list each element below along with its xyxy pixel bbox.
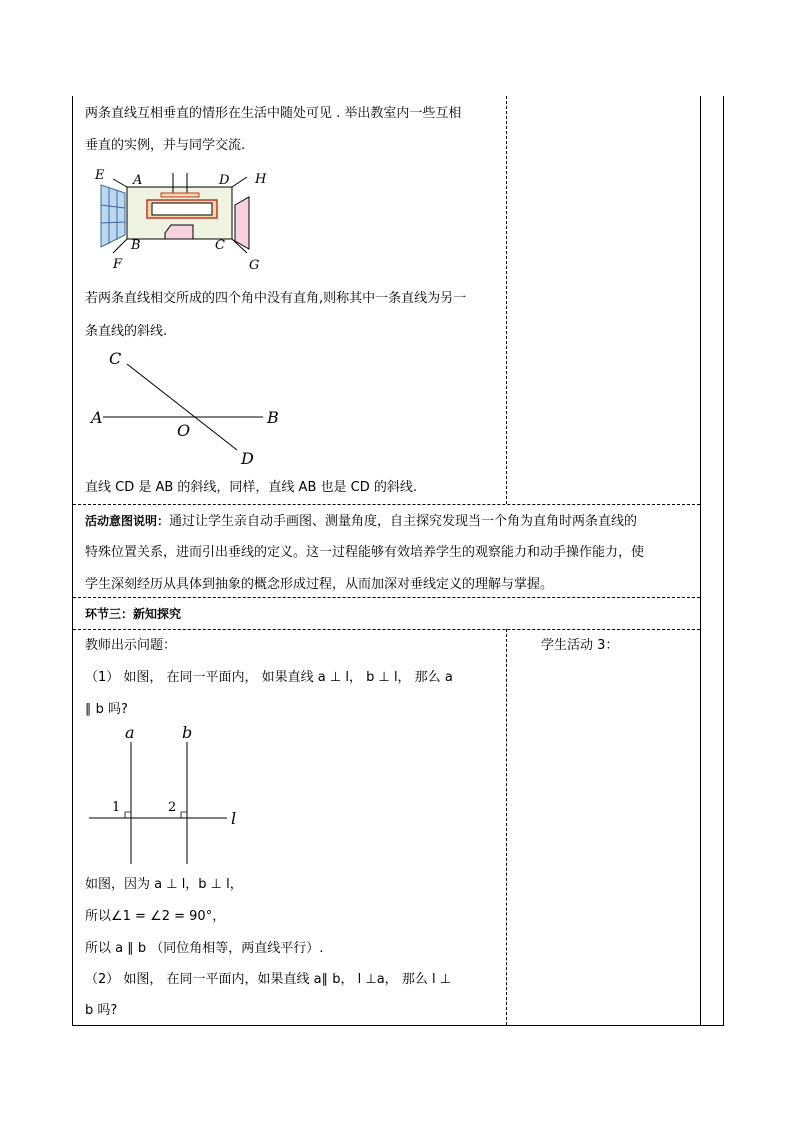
answer-1-line-1: 如图，因为 a ⊥ l，b ⊥ l， — [85, 877, 243, 892]
parallel-perpendicular-figure — [85, 722, 255, 868]
answer-1-line-2: 所以∠1 = ∠2 = 90°， — [85, 909, 226, 924]
question-2-line-1: （2） 如图， 在同一平面内，如果直线 a∥ b， l ⊥a， 那么 l ⊥ — [85, 972, 452, 987]
fig1-label-d: D — [219, 173, 230, 188]
fig2-label-c: C — [109, 349, 122, 368]
oblique-lines-figure — [85, 342, 295, 470]
classroom-figure — [85, 165, 285, 275]
row1-text-4: 条直线的斜线. — [85, 324, 168, 339]
fig2-label-a: A — [91, 408, 103, 427]
row1-text-2: 垂直的实例，并与同学交流. — [85, 138, 246, 153]
row-divider-3 — [73, 629, 700, 630]
fig3-label-1: 1 — [112, 800, 121, 815]
fig3-label-b: b — [182, 723, 193, 742]
row-divider-1 — [73, 504, 700, 505]
fig1-label-b: B — [131, 238, 141, 253]
intent-text-1: 通过让学生亲自动手画图、测量角度，自主探究发现当一个角为直角时两条直线的 — [169, 514, 638, 529]
fig1-label-c: C — [215, 238, 225, 253]
question-1-line-1: （1） 如图， 在同一平面内， 如果直线 a ⊥ l， b ⊥ l， 那么 a — [85, 670, 453, 685]
fig2-label-o: O — [177, 421, 191, 440]
intent-line-2: 特殊位置关系，进而引出垂线的定义。这一过程能够有效培养学生的观察能力和动手操作能力，使 — [85, 545, 645, 560]
fig3-label-a: a — [125, 723, 135, 742]
fig1-label-g: G — [249, 258, 260, 273]
row1-text-3: 若两条直线相交所成的四个角中没有直角,则称其中一条直线为另一 — [85, 291, 467, 306]
row1-text-5: 直线 CD 是 AB 的斜线，同样，直线 AB 也是 CD 的斜线. — [85, 480, 417, 495]
intent-line-1 — [85, 513, 637, 530]
fig3-label-l: l — [231, 809, 237, 828]
fig3-label-2: 2 — [168, 800, 177, 815]
section-title: 环节三：新知探究 — [85, 607, 182, 621]
teacher-label: 教师出示问题： — [85, 638, 177, 653]
intent-label: 活动意图说明： — [85, 514, 170, 528]
row-divider-2 — [73, 597, 700, 598]
intent-line-3: 学生深刻经历从具体到抽象的概念形成过程，从而加深对垂线定义的理解与掌握。 — [85, 577, 554, 592]
fig1-label-e: E — [95, 168, 105, 183]
fig2-label-b: B — [267, 408, 279, 427]
column-divider-bottom — [506, 629, 507, 1025]
table-inner-right-border — [700, 96, 701, 1025]
student-activity-label: 学生活动 3： — [541, 638, 619, 653]
question-2-line-2: b 吗? — [85, 1003, 118, 1018]
fig1-label-a: A — [133, 173, 143, 188]
question-1-line-2: ∥ b 吗? — [85, 702, 128, 717]
row1-text-1: 两条直线互相垂直的情形在生活中随处可见 . 举出教室内一些互相 — [85, 106, 462, 121]
answer-1-line-3: 所以 a ∥ b （同位角相等，两直线平行）. — [85, 941, 324, 956]
fig1-label-f: F — [113, 257, 123, 272]
column-divider-top — [506, 96, 507, 504]
fig2-label-d: D — [241, 449, 254, 468]
fig1-label-h: H — [255, 172, 267, 187]
